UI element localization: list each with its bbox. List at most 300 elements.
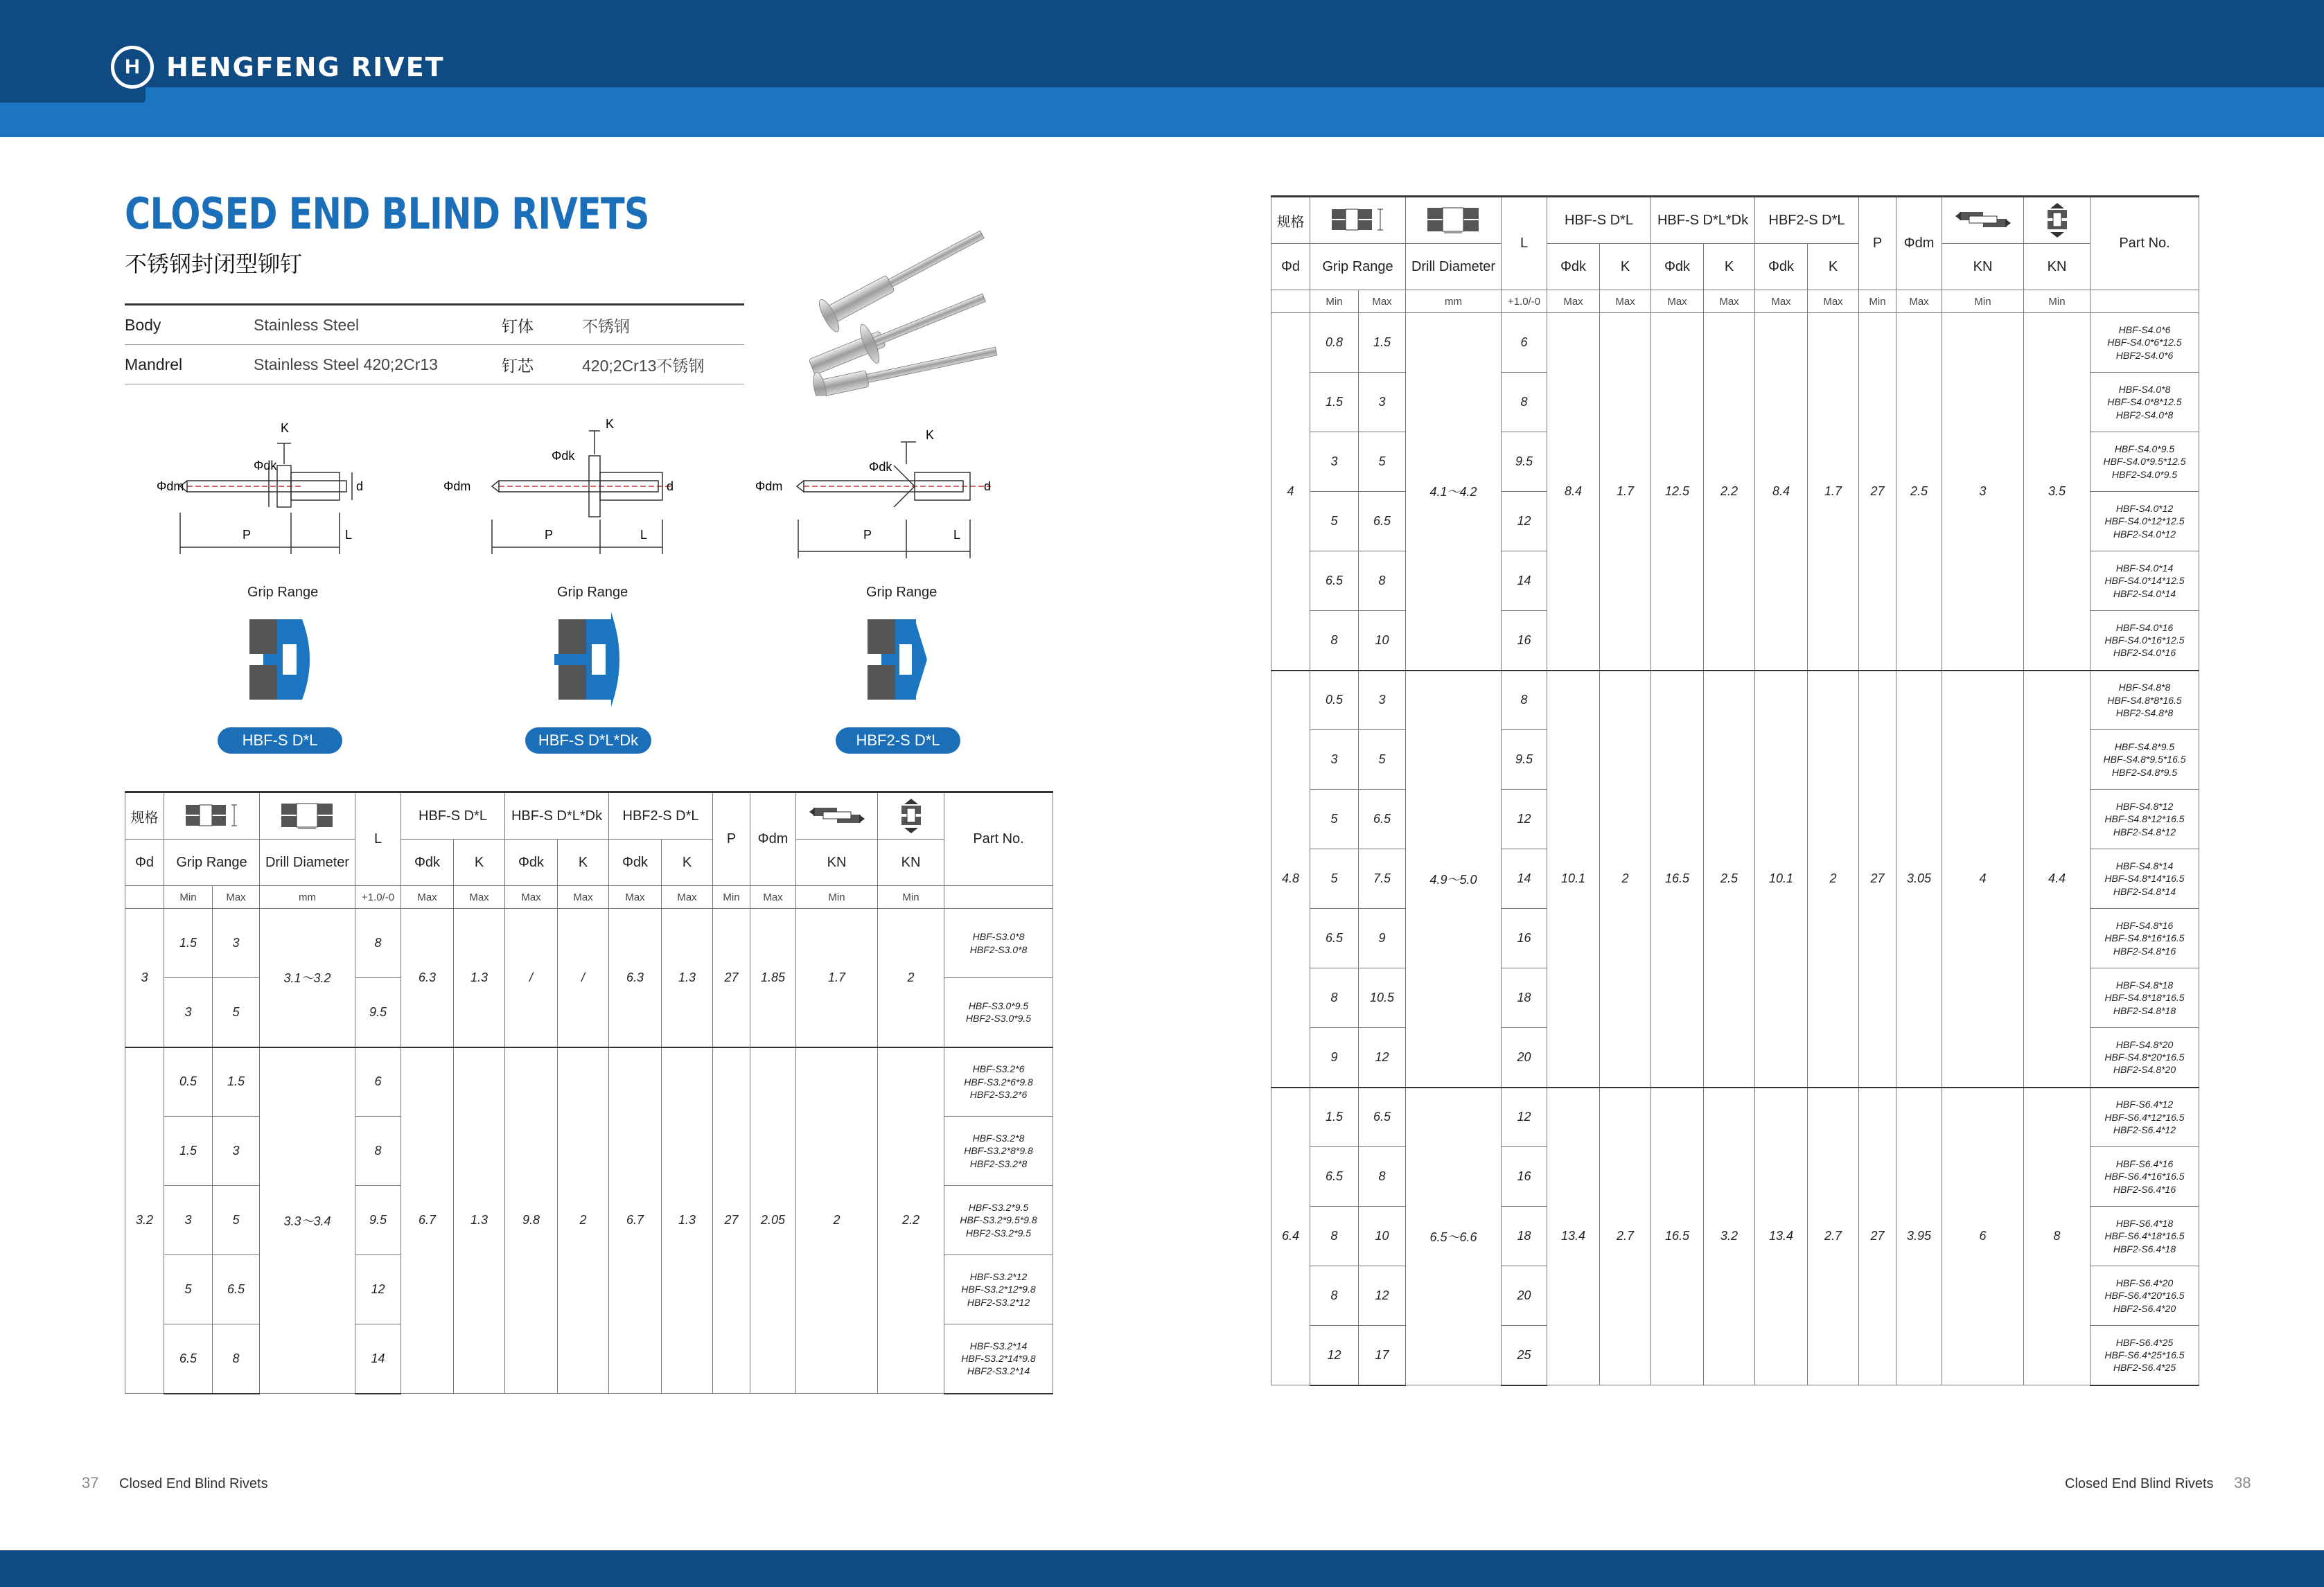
part-number-cell [2090,968,2199,1028]
k-cell: 2.7 [1600,1088,1651,1385]
grip-range-icon [861,610,937,713]
rivet-photo [790,223,1025,396]
grip-range-header: Grip Range [164,840,260,886]
header-bar [0,0,2324,137]
part-number-cell [2090,1326,2199,1385]
tensile-kn-cell: 2.2 [878,1047,944,1394]
grip-min-cell: 3 [1310,730,1359,790]
blank-header [944,886,1053,909]
p-label: P [863,528,872,542]
length-cell: 12 [1502,790,1547,849]
dk-header: Φdk [1547,244,1600,290]
kn-header: KN [796,840,878,886]
part-number: HBF-S6.4*25 [2115,1336,2174,1348]
part-number-cell [2090,909,2199,968]
material-value: Stainless Steel [254,305,502,345]
blank-header [125,886,164,909]
footer-right [2065,1474,2251,1492]
material-label: Body [125,305,254,345]
spec-table-left [125,791,1053,1394]
kn-header: KN [878,840,944,886]
grip-icon-header [1310,197,1406,244]
drill-diameter-header: Drill Diameter [260,840,355,886]
p-cell: 27 [1859,671,1896,1088]
diameter-cell: 3 [125,909,164,1047]
grip-range-label: Grip Range [247,585,319,600]
shear-icon-header [1942,197,2024,244]
k-header: K [1600,244,1651,290]
l-label: L [640,528,648,542]
part-number: HBF-S4.0*9.5*12.5 [2103,456,2186,468]
part-number: HBF2-S4.0*16 [2113,647,2176,659]
part-number: HBF-S6.4*20*16.5 [2104,1290,2185,1302]
grip-min-cell: 8 [1310,611,1359,671]
min-header: Min [1942,290,2024,313]
page-title: CLOSED END BLIND RIVETS [125,188,649,239]
l-label: L [953,528,961,542]
max-header: Max [401,886,454,909]
grip-range-icon [243,610,319,713]
max-header: Max [1896,290,1942,313]
part-number: HBF-S4.8*8 [2118,682,2171,693]
grip-min-cell: 1.5 [1310,1088,1359,1147]
drill-cell: 6.5～6.6 [1406,1088,1502,1385]
tensile-kn-cell: 3.5 [2024,313,2090,671]
grip-min-cell: 12 [1310,1326,1359,1385]
length-cell: 9.5 [1502,432,1547,492]
part-number: HBF-S4.8*8*16.5 [2107,694,2182,706]
part-number: HBF2-S4.8*14 [2113,885,2176,897]
dk-label: Φdk [254,459,277,472]
brand [111,46,445,89]
dk-cell: 12.5 [1651,313,1704,671]
part-number: HBF-S4.8*9.5*16.5 [2103,754,2186,765]
header-row [1271,244,2199,290]
min-header: Min [878,886,944,909]
length-cell: 8 [355,909,401,978]
dk-label: Φdk [552,449,575,463]
min-header: Min [713,886,750,909]
min-header: Min [2024,290,2090,313]
part-number: HBF2-S4.8*16 [2113,945,2176,957]
grip-max-cell: 10.5 [1359,968,1406,1028]
max-header: Max [1808,290,1859,313]
min-header: Min [164,886,213,909]
diameter-cell: 6.4 [1271,1088,1310,1385]
part-number: HBF-S4.8*9.5 [2114,741,2175,753]
brand-name: HENGFENG RIVET [166,52,445,82]
tensile-icon-header [2024,197,2090,244]
grip-max-cell: 10 [1359,611,1406,671]
p-label: P [243,528,252,542]
part-number: HBF-S6.4*12*16.5 [2104,1111,2185,1123]
grip-min-cell: 5 [1310,849,1359,909]
length-cell: 8 [1502,671,1547,730]
tol-header: +1.0/-0 [355,886,401,909]
l-header: L [1502,197,1547,290]
grip-range-header: Grip Range [1310,244,1406,290]
grip-min-cell: 6.5 [164,1324,213,1394]
k-label: K [606,417,615,431]
tol-header: +1.0/-0 [1502,290,1547,313]
material-value: Stainless Steel 420;2Cr13 [254,345,502,384]
grip-min-cell: 1.5 [1310,373,1359,432]
part-number: HBF-S6.4*12 [2115,1099,2174,1110]
dk-cell: / [505,909,558,1047]
dm-label: Φdm [755,479,783,493]
part-number: HBF-S4.0*16 [2115,621,2174,633]
material-table [125,303,744,384]
table-row [125,909,1053,978]
k-label: K [281,421,290,435]
part-number-cell [2090,1147,2199,1207]
type2-header: HBF-S D*L*Dk [1651,197,1755,244]
type-badge: HBF2-S D*L [836,727,960,754]
dk-cell: 13.4 [1755,1088,1808,1385]
dk-header: Φdk [609,840,662,886]
grip-range-label: Grip Range [557,585,628,600]
shear-icon-header [796,792,878,840]
part-number: HBF-S3.2*8 [972,1133,1025,1144]
kn-header: KN [1942,244,2024,290]
length-cell: 6 [355,1047,401,1117]
grip-max-cell: 17 [1359,1326,1406,1385]
part-number-cell [2090,551,2199,611]
header-row [1271,290,2199,313]
part-number: HBF-S4.8*16 [2115,920,2174,932]
shear-kn-cell: 4 [1942,671,2024,1088]
p-label: P [545,528,554,542]
grip-min-cell: 1.5 [164,1117,213,1186]
drill-cell: 4.9～5.0 [1406,671,1502,1088]
grip-min-cell: 3 [1310,432,1359,492]
k-label: K [926,428,935,442]
grip-min-cell: 5 [164,1255,213,1324]
part-number: HBF-S4.8*18 [2115,979,2174,991]
k-cell: 2.5 [1704,671,1755,1088]
grip-min-cell: 5 [1310,790,1359,849]
part-number: HBF-S4.0*16*12.5 [2104,635,2185,646]
grip-min-cell: 0.5 [1310,671,1359,730]
header-row [125,792,1053,840]
mm-header: mm [1406,290,1502,313]
d-label: d [356,479,364,493]
drill-cell: 3.3～3.4 [260,1047,355,1394]
k-cell: 1.7 [1808,313,1859,671]
footer-bar [0,1550,2324,1587]
spec-table-right [1271,195,2199,1386]
max-header: Max [662,886,713,909]
min-header: Min [1310,290,1359,313]
shear-kn-cell: 2 [796,1047,878,1394]
length-cell: 6 [1502,313,1547,373]
grip-min-cell: 9 [1310,1028,1359,1088]
min-header: Min [1859,290,1896,313]
k-header: K [662,840,713,886]
part-number: HBF2-S3.0*9.5 [965,1013,1032,1025]
max-header: Max [1755,290,1808,313]
table-row [1271,313,2199,373]
part-number: HBF-S3.2*14 [969,1340,1028,1351]
dk-cell: 6.3 [609,909,662,1047]
part-no-header: Part No. [2090,197,2199,290]
header-row [125,840,1053,886]
dk-header: Φdk [1755,244,1808,290]
part-number: HBF-S4.8*16*16.5 [2104,932,2185,944]
mm-header: mm [260,886,355,909]
max-header: Max [1547,290,1600,313]
part-number: HBF2-S6.4*12 [2113,1124,2176,1135]
dk-cell: 10.1 [1755,671,1808,1088]
length-cell: 16 [1502,909,1547,968]
part-number: HBF-S3.2*6 [972,1063,1025,1075]
length-cell: 12 [1502,492,1547,551]
d-label: d [667,479,674,493]
length-cell: 8 [355,1117,401,1186]
k-header: K [558,840,609,886]
k-cell: 2 [1808,671,1859,1088]
k-header: K [1808,244,1859,290]
kn-header: KN [2024,244,2090,290]
l-header: L [355,792,401,886]
tensile-kn-cell: 2 [878,909,944,1047]
max-header: Max [505,886,558,909]
part-number: HBF2-S3.2*14 [967,1365,1030,1377]
diameter-cell: 4.8 [1271,671,1310,1088]
part-number: HBF2-S4.0*8 [2115,409,2174,420]
part-number-cell [2090,730,2199,790]
part-number: HBF2-S3.2*12 [967,1296,1030,1308]
part-number: HBF2-S6.4*25 [2113,1362,2176,1374]
max-header: Max [558,886,609,909]
length-cell: 9.5 [355,978,401,1047]
part-number: HBF-S3.0*8 [972,931,1025,943]
shear-kn-cell: 3 [1942,313,2024,671]
dk-cell: 8.4 [1547,313,1600,671]
material-cn-value: 420;2Cr13不锈钢 [582,345,744,384]
dk-cell: 16.5 [1651,1088,1704,1385]
grip-max-cell: 6.5 [1359,492,1406,551]
max-header: Max [1651,290,1704,313]
p-cell: 27 [1859,313,1896,671]
length-cell: 18 [1502,1207,1547,1266]
tensile-icon-header [878,792,944,840]
part-number: HBF-S4.0*12*12.5 [2104,515,2185,527]
k-cell: 2 [1600,671,1651,1088]
max-header: Max [750,886,796,909]
grip-max-cell: 3 [1359,373,1406,432]
p-header: P [713,792,750,886]
footer-left [82,1474,268,1492]
part-number: HBF-S3.2*6*9.8 [964,1076,1033,1088]
dm-cell: 1.85 [750,909,796,1047]
part-number: HBF2-S6.4*20 [2113,1302,2176,1314]
part-no-header: Part No. [944,792,1053,886]
dk-cell: 16.5 [1651,671,1704,1088]
dm-label: Φdm [443,479,471,493]
length-cell: 14 [355,1324,401,1394]
dk-cell: 6.3 [401,909,454,1047]
grip-max-cell: 12 [1359,1266,1406,1326]
part-number: HBF-S4.0*12 [2115,503,2174,515]
grip-max-cell: 5 [1359,432,1406,492]
part-number: HBF-S3.2*12*9.8 [961,1284,1036,1295]
length-cell: 16 [1502,611,1547,671]
length-cell: 18 [1502,968,1547,1028]
grip-min-cell: 3 [164,1186,213,1255]
length-cell: 14 [1502,849,1547,909]
part-number: HBF-S4.0*6*12.5 [2107,337,2182,348]
grip-max-cell: 5 [1359,730,1406,790]
part-number-cell [944,1186,1053,1255]
rivet-diagram-2 [443,416,693,554]
part-number: HBF-S4.8*14*16.5 [2104,873,2185,885]
footer-text: Closed End Blind Rivets [119,1476,268,1491]
length-cell: 25 [1502,1326,1547,1385]
part-number: HBF-S4.0*6 [2118,324,2171,336]
grip-max-cell: 10 [1359,1207,1406,1266]
k-cell: 1.7 [1600,313,1651,671]
part-number-cell [2090,611,2199,671]
dm-cell: 3.05 [1896,671,1942,1088]
grip-max-cell: 8 [1359,1147,1406,1207]
grip-min-cell: 8 [1310,1207,1359,1266]
type1-header: HBF-S D*L [401,792,505,840]
dk-header: Φdk [505,840,558,886]
part-number-cell [2090,1207,2199,1266]
dk-cell: 8.4 [1755,313,1808,671]
length-cell: 16 [1502,1147,1547,1207]
part-number: HBF2-S4.8*8 [2115,707,2174,718]
part-number: HBF-S4.8*20 [2115,1038,2174,1050]
drill-cell: 3.1～3.2 [260,909,355,1047]
page-subtitle: 不锈钢封闭型铆钉 [125,251,303,276]
grip-min-cell: 3 [164,978,213,1047]
grip-max-cell: 12 [1359,1028,1406,1088]
part-number: HBF-S3.2*12 [969,1271,1028,1283]
grip-min-cell: 8 [1310,968,1359,1028]
type3-header: HBF2-S D*L [609,792,713,840]
k-cell: 1.3 [662,909,713,1047]
part-number: HBF-S6.4*16*16.5 [2104,1171,2185,1182]
k-cell: / [558,909,609,1047]
length-cell: 14 [1502,551,1547,611]
part-number-cell [944,1324,1053,1394]
max-header: Max [1600,290,1651,313]
part-number: HBF-S3.2*8*9.8 [964,1145,1033,1157]
part-number: HBF-S4.8*12*16.5 [2104,813,2185,825]
header-row [125,886,1053,909]
grip-min-cell: 1.5 [164,909,213,978]
d-label: d [984,479,992,493]
part-number: HBF2-S4.8*18 [2113,1004,2176,1016]
dk-cell: 13.4 [1547,1088,1600,1385]
length-cell: 9.5 [355,1186,401,1255]
tensile-kn-cell: 8 [2024,1088,2090,1385]
k-cell: 3.2 [1704,1088,1755,1385]
k-cell: 2.7 [1808,1088,1859,1385]
phi-d-header: Φd [125,840,164,886]
k-cell: 1.3 [454,1047,505,1394]
grip-min-cell: 8 [1310,1266,1359,1326]
material-cn-value: 不锈钢 [582,305,744,345]
part-number: HBF-S4.0*9.5 [2114,443,2175,455]
grip-max-cell: 7.5 [1359,849,1406,909]
part-number: HBF-S3.2*9.5 [968,1202,1029,1214]
part-number: HBF-S3.2*14*9.8 [961,1353,1036,1365]
grip-min-cell: 6.5 [1310,551,1359,611]
max-header: Max [1359,290,1406,313]
p-cell: 27 [713,909,750,1047]
dk-cell: 6.7 [401,1047,454,1394]
dk-header: Φdk [1651,244,1704,290]
type-badge: HBF-S D*L [218,727,342,754]
min-header: Min [796,886,878,909]
spec-header: 规格 [125,792,164,840]
part-number: HBF2-S4.0*6 [2115,349,2174,361]
table-row [125,1047,1053,1117]
part-number: HBF-S6.4*20 [2115,1277,2174,1289]
part-number-cell [2090,790,2199,849]
part-number: HBF2-S4.0*9.5 [2111,468,2178,480]
part-number-cell [2090,1028,2199,1088]
type-badge: HBF-S D*L*Dk [525,727,651,754]
grip-max-cell: 6.5 [1359,1088,1406,1147]
drill-icon-header [260,792,355,840]
type2-header: HBF-S D*L*Dk [505,792,609,840]
length-cell: 20 [1502,1266,1547,1326]
k-cell: 1.3 [454,909,505,1047]
grip-max-cell: 1.5 [213,1047,260,1117]
table-row [1271,1088,2199,1147]
diameter-cell: 3.2 [125,1047,164,1394]
grip-max-cell: 9 [1359,909,1406,968]
header-light-band [146,87,2324,137]
part-number-cell [944,1047,1053,1117]
length-cell: 20 [1502,1028,1547,1088]
part-number: HBF-S6.4*18*16.5 [2104,1230,2185,1242]
part-number: HBF-S4.8*20*16.5 [2104,1052,2185,1063]
grip-max-cell: 6.5 [1359,790,1406,849]
material-cn-label: 钉芯 [502,345,582,384]
part-number-cell [944,1117,1053,1186]
dk-cell: 9.8 [505,1047,558,1394]
max-header: Max [1704,290,1755,313]
part-number-cell [2090,671,2199,730]
part-number: HBF2-S3.2*6 [969,1088,1028,1100]
drill-cell: 4.1～4.2 [1406,313,1502,671]
type3-header: HBF2-S D*L [1755,197,1859,244]
dk-cell: 10.1 [1547,671,1600,1088]
grip-min-cell: 6.5 [1310,1147,1359,1207]
spec-header: 规格 [1271,197,1310,244]
blank-header [2090,290,2199,313]
diameter-cell: 4 [1271,313,1310,671]
part-number-cell [2090,432,2199,492]
dm-cell: 2.5 [1896,313,1942,671]
grip-icon-header [164,792,260,840]
grip-max-cell: 3 [1359,671,1406,730]
p-cell: 27 [713,1047,750,1394]
dk-header: Φdk [401,840,454,886]
part-number: HBF2-S3.0*8 [969,943,1028,955]
dm-header: Φdm [1896,197,1942,290]
part-number: HBF-S6.4*16 [2115,1158,2174,1170]
shear-kn-cell: 6 [1942,1088,2024,1385]
brand-logo-icon: H [111,46,154,89]
part-number: HBF2-S4.8*20 [2113,1064,2176,1076]
footer-text: Closed End Blind Rivets [2065,1476,2214,1491]
